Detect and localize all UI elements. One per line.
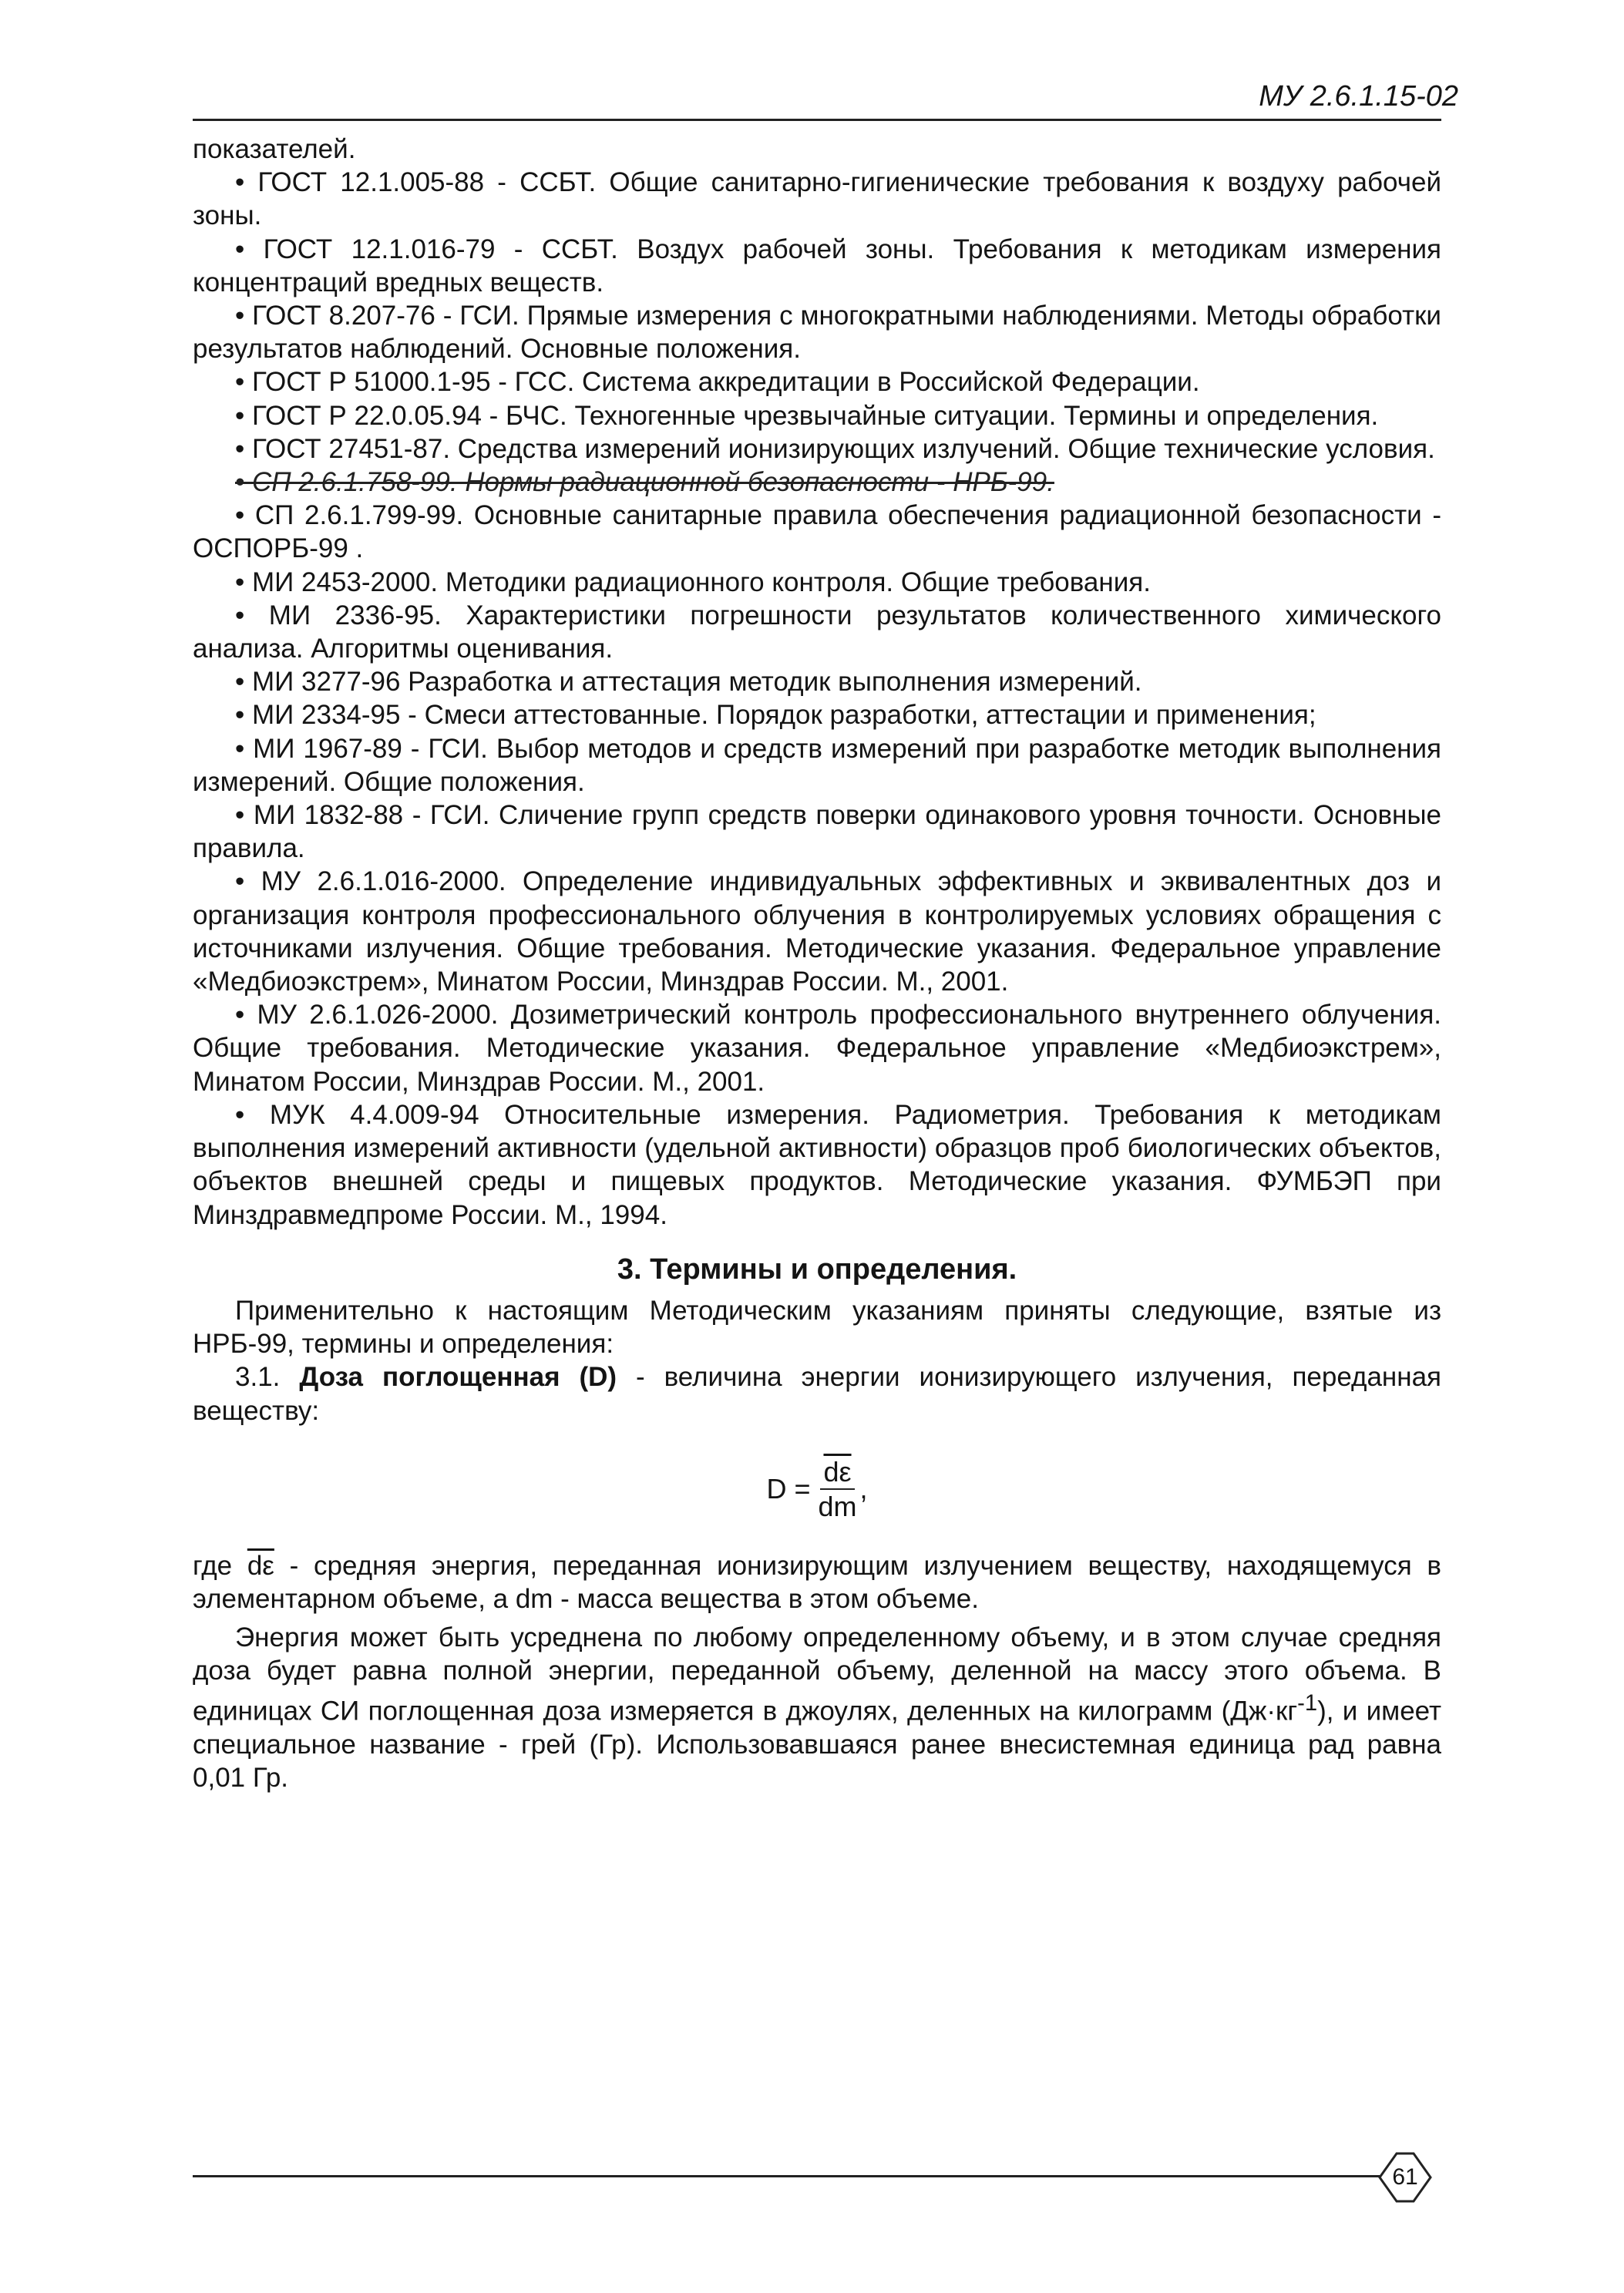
formula-denominator: dm bbox=[818, 1490, 857, 1522]
energy-paragraph bbox=[193, 1621, 1441, 1795]
list-item: • ГОСТ 12.1.016-79 - ССБТ. Воздух рабочей зоны. Требования к методикам измерения концентраций вредных веществ. bbox=[193, 234, 1441, 298]
list-item: • СП 2.6.1.799-99. Основные санитарные правила обеспечения радиационной безопасности - ОСПОРБ-99 . bbox=[193, 500, 1441, 564]
where-paragraph bbox=[193, 1549, 1441, 1616]
list-item-struck: • СП 2.6.1.758-99. Нормы радиационной безопасности - НРБ-99. bbox=[235, 467, 1054, 498]
list-item: • ГОСТ 12.1.005-88 - ССБТ. Общие санитарно-гигиенические требования к воздуху рабочей зоны. bbox=[193, 167, 1441, 231]
list-item: показателей. bbox=[193, 134, 356, 164]
page-body bbox=[193, 133, 1441, 1794]
page-number: 61 bbox=[1392, 2164, 1418, 2190]
list-item: • ГОСТ 27451-87. Средства измерений ионизирующих излучений. Общие технические условия. bbox=[235, 433, 1435, 464]
footer-rule bbox=[193, 2175, 1380, 2177]
list-item: • МИ 3277-96 Разработка и аттестация методик выполнения измерений. bbox=[235, 667, 1142, 698]
formula-numerator: $\overline{d\varepsilon}$ bbox=[820, 1455, 854, 1490]
where-prefix: где bbox=[193, 1551, 247, 1582]
list-item: • МИ 2334-95 - Смеси аттестованные. Порядок разработки, аттестации и применения; bbox=[235, 700, 1316, 731]
list-item: • МУ 2.6.1.026-2000. Дозиметрический контроль профессионального внутреннего облучения. Общие требования. Методические указания. Федеральное управление «Медбиоэкстрем», Минатом России, Минздрав России. М., 2001. bbox=[193, 1000, 1441, 1097]
list-item: • МИ 1832-88 - ГСИ. Сличение групп средств поверки одинакового уровня точности. Основные правила. bbox=[193, 800, 1441, 864]
list-item: • МИ 2453-2000. Методики радиационного контроля. Общие требования. bbox=[235, 567, 1151, 597]
where-symbol: $\overline{d\varepsilon}$ bbox=[247, 1551, 274, 1582]
list-item: • ГОСТ 8.207-76 - ГСИ. Прямые измерения с многократными наблюдениями. Методы обработки результатов наблюдений. Основные положения. bbox=[193, 301, 1441, 365]
section-intro: Применительно к настоящим Методическим указаниям приняты следующие, взятые из НРБ-99, термины и определения: bbox=[193, 1295, 1441, 1360]
list-item: • ГОСТ Р 22.0.05.94 - БЧС. Техногенные чрезвычайные ситуации. Термины и определения. bbox=[235, 400, 1379, 431]
document-code: МУ 2.6.1.15-02 bbox=[1259, 80, 1458, 113]
definition-number: 3.1. bbox=[235, 1362, 281, 1393]
unit-exponent: -1 bbox=[1297, 1690, 1318, 1716]
header-rule bbox=[193, 119, 1441, 121]
list-item: • МУ 2.6.1.016-2000. Определение индивидуальных эффективных и эквивалентных доз и организация контроля профессионального облучения в контролируемых условиях обращения с источниками излучения. Общие требования. Методические указания. Федеральное управление «Медбиоэкстрем», Минатом России, Минздрав России. М., 2001. bbox=[193, 866, 1441, 997]
list-item: • МУК 4.4.009-94 Относительные измерения. Радиометрия. Требования к методикам выполнения измерений активности (удельной активности) образцов проб биологических объектов, объектов внешней среды и пищевых продуктов. Методические указания. ФУМБЭП при Минздравмедпроме России. М., 1994. bbox=[193, 1099, 1441, 1230]
where-text: - средняя энергия, переданная ионизирующим излучением веществу, находящемуся в элементарном объеме, а dm - масса вещества в этом объеме. bbox=[193, 1551, 1441, 1615]
formula-lhs: D = bbox=[766, 1473, 811, 1505]
page-number-badge bbox=[1377, 2150, 1434, 2204]
list-item: • МИ 2336-95. Характеристики погрешности результатов количественного химического анализа. Алгоритмы оценивания. bbox=[193, 600, 1441, 664]
section-title: 3. Термины и определения. bbox=[617, 1252, 1017, 1286]
definition-term: Доза поглощенная (D) bbox=[299, 1362, 617, 1393]
formula-fraction bbox=[815, 1455, 860, 1523]
definition-paragraph bbox=[193, 1360, 1441, 1427]
list-item: • МИ 1967-89 - ГСИ. Выбор методов и средств измерений при разработке методик выполнения измерений. Общие положения. bbox=[193, 733, 1441, 797]
definition-text: - величина энергии ионизирующего излучения, переданная веществу: bbox=[193, 1362, 1441, 1426]
list-item: • ГОСТ Р 51000.1-95 - ГСС. Система аккредитации в Российской Федерации. bbox=[235, 367, 1200, 398]
dose-formula bbox=[193, 1455, 1441, 1523]
energy-text: Энергия может быть усреднена по любому определенному объему, и в этом случае средняя доза будет равна полной энергии, переданной объему, деленной на массу этого объема. В единицах СИ поглощенная доза измеряется в джоулях, деленных на килограмм (Дж·кг bbox=[193, 1622, 1441, 1726]
formula-suffix: , bbox=[859, 1473, 868, 1505]
energy-text-end: ), и имеет специальное название - грей (Гр). Использовавшаяся ранее внесистемная единица рад равна 0,01 Гр. bbox=[193, 1696, 1442, 1793]
